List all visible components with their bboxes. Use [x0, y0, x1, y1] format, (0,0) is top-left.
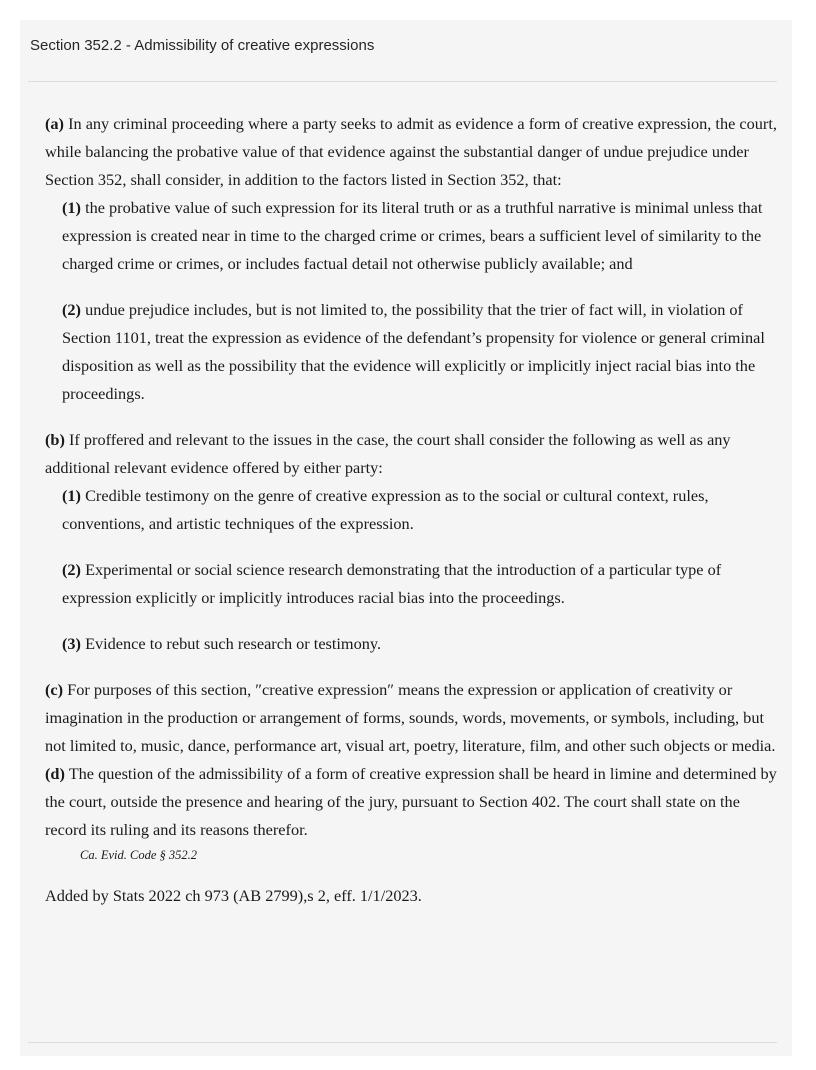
statute-panel [20, 20, 792, 1056]
subsection-c [45, 676, 785, 760]
paragraph-b1 [45, 482, 785, 538]
paragraph-a1 [45, 194, 785, 278]
subsection-d-text: The question of the admissibility of a form of creative expression shall be heard in limine and determined by the court, outside the presence and hearing of the jury, pursuant to Section 402. The court shall state on the record its ruling and its reasons therefor. [45, 764, 777, 839]
code-citation: Ca. Evid. Code § 352.2 [80, 848, 198, 862]
paragraph-a2-label: (2) [62, 300, 81, 319]
subsection-a [45, 110, 785, 194]
paragraph-a1-label: (1) [62, 198, 81, 217]
subsection-b [45, 426, 785, 482]
paragraph-a2 [45, 296, 785, 408]
paragraph-a2-text: undue prejudice includes, but is not limited to, the possibility that the trier of fact will, in violation of Section 1101, treat the expression as evidence of the defendant’s propensity for violence or general criminal disposition as well as the possibility that the evidence will explicitly or implicitly inject racial bias into the proceedings. [62, 300, 765, 403]
paragraph-b3 [45, 630, 785, 658]
statute-body [45, 110, 785, 910]
paragraph-b1-text: Credible testimony on the genre of creative expression as to the social or cultural context, rules, conventions, and artistic techniques of the expression. [62, 486, 709, 533]
subsection-a-label: (a) [45, 114, 64, 133]
paragraph-b3-text: Evidence to rebut such research or testimony. [85, 634, 382, 653]
paragraph-b3-label: (3) [62, 634, 81, 653]
paragraph-b2 [45, 556, 785, 612]
paragraph-a1-text: the probative value of such expression for its literal truth or as a truthful narrative is minimal unless that expression is created near in time to the charged crime or crimes, bears a sufficient level of similarity to the charged crime or crimes, or includes factual detail not otherwise publicly available; and [62, 198, 763, 273]
subsection-d [45, 760, 785, 844]
section-title: Section 352.2 - Admissibility of creative expressions [30, 37, 375, 54]
paragraph-b2-label: (2) [62, 560, 81, 579]
subsection-a-text: In any criminal proceeding where a party seeks to admit as evidence a form of creative expression, the court, while balancing the probative value of that evidence against the substantial danger of undue prejudice under Section 352, shall consider, in addition to the factors listed in Section 352, that: [45, 114, 777, 189]
footer-divider [28, 1042, 777, 1043]
subsection-b-label: (b) [45, 430, 65, 449]
paragraph-b2-text: Experimental or social science research demonstrating that the introduction of a particular type of expression explicitly or implicitly introduces racial bias into the proceedings. [62, 560, 722, 607]
legislative-history: Added by Stats 2022 ch 973 (AB 2799),s 2, eff. 1/1/2023. [45, 886, 422, 905]
subsection-c-label: (c) [45, 680, 64, 699]
paragraph-b1-label: (1) [62, 486, 81, 505]
header-divider [28, 81, 777, 82]
subsection-d-label: (d) [45, 764, 65, 783]
subsection-b-text: If proffered and relevant to the issues in the case, the court shall consider the following as well as any additional relevant evidence offered by either party: [45, 430, 731, 477]
subsection-c-text: For purposes of this section, ″creative expression″ means the expression or application of creativity or imagination in the production or arrangement of forms, sounds, words, movements, or symbols, including, but not limited to, music, dance, performance art, visual art, poetry, literature, film, and other such objects or media. [45, 680, 776, 755]
